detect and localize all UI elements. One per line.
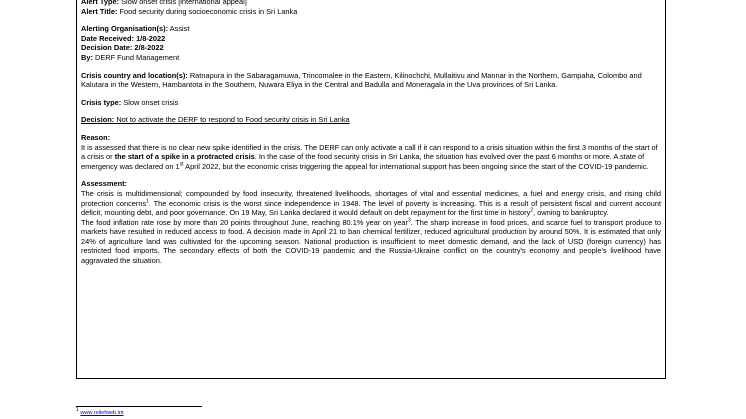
alerting-org-value: Assist [169,24,190,34]
assessment-p1-a: The crisis is multidimensional; compounded by food insecurity, threatened livelihoods, shortages of vital and essential medicines, a fuel and energy crisis, and rising child protection concerns [81,188,661,208]
assessment-paragraph-2 [81,218,661,266]
assessment-p1-c: , owning to bankruptcy. [533,208,609,218]
crisis-type-label: Crisis type: [81,97,122,107]
assessment-paragraph-1 [81,189,661,218]
decision-by-line [81,53,661,63]
decision-date-line [81,43,661,53]
reason-paragraph [81,143,661,172]
alert-type-line [81,0,661,7]
date-received-value: 1/8-2022 [136,33,166,43]
alert-title-value: Food security during socioeconomic crisis in Sri Lanka [119,6,298,16]
crisis-location-label: Crisis country and location(s): [81,70,188,80]
alerting-org-label: Alerting Organisation(s): [81,24,169,34]
alert-title-line [81,7,661,17]
footnote-ref-2: 2 [530,207,534,214]
crisis-location-value: Ratnapura in the Sabaragamuwa, Trincomalee in the Eastern, Kilinochchi, Mullaitivu and Mannar in the Northern, Gampaha, Colombo and Kalutara in the Western, Hambantota in the Southern, Nuwara Eliya in the Central and Badulla and Moneragala in the Uva provinces of Sri Lanka. [81,70,642,90]
alert-document [81,0,661,266]
alert-type-label: Alert Type: [81,0,120,6]
decision-date-value: 2/8-2022 [134,43,164,53]
footnote-ref-3: 3 [408,217,411,224]
reason-text-bold: the start of a spike in a protracted crisis [114,152,255,162]
decision-label: Decision: [81,115,115,125]
footnote-ref-1: 1 [146,198,149,205]
reason-sup: st [179,161,184,168]
footnote-number: 1 [76,407,79,414]
assessment-p2-b: . The sharp increase in food prices, and scarce fuel to transport produce to markets have resulted in reduced access to food. A decision made in April 21 to ban chemical fertilizer, reduced agricultural production by around 50%. It is estimated that only 24% of agriculture land was cultivated for the upcoming season. National production is insufficient to meet domestic demand, and the lack of USD (foreign currency) has restricted food imports. The secondary effects of both the COVID-19 pandemic and the Russia-Ukraine conflict on the country's economy and people's livelihood have aggravated the situation. [81,217,661,266]
alert-title-label: Alert Title: [81,6,118,16]
date-received-label: Date Received: [81,33,134,43]
decision-value: Not to activate the DERF to respond to Food security crisis in Sri Lanka [116,115,350,125]
assessment-p2-a: The food inflation rate rose by more than 20 points throughout June, reaching 80.1% year on year [81,217,408,227]
crisis-location-paragraph [81,71,661,90]
footnote-divider [76,406,202,407]
footnote-link[interactable]: www.reliefweb.int [80,410,124,416]
decision-by-label: By: [81,52,93,62]
alert-box [76,0,666,379]
date-received-line [81,34,661,44]
reason-text-b: . In the case of the food security crisis in Sri Lanka, the situation has evolved over the past 6 months or more. A state of emergency was declared on 1 [81,152,645,171]
reason-text-c: April 2022, but the economic crisis triggering the appeal for international support has been ongoing since the start of the COVID-19 pandemic. [183,161,649,171]
crisis-type-value: Slow onset crisis [123,97,179,107]
alerting-org-line [81,24,661,34]
footnote [76,407,124,417]
assessment-heading: Assessment: [81,179,128,189]
reason-heading: Reason: [81,132,111,142]
assessment-p1-b: . The economic crisis is the worst since independence in 1948. The level of poverty is increasing. This is a result of persistent fiscal and current account deficit, mounting debt, and poor governance. On 19 May, Sri Lanka declared it would default on debt repayment for the first time in history [81,198,661,218]
crisis-type-line [81,98,661,108]
alert-type-value: Slow onset crisis [international appeal] [121,0,247,6]
decision-line [81,115,661,125]
decision-date-label: Decision Date: [81,43,133,53]
reason-text-a: It is assessed that there is no clear new spike identified in the crisis. The DERF can only activate a call if it can respond to a crisis situation within the first 3 months of the start of a crisis or [81,142,658,162]
decision-by-value: DERF Fund Management [94,52,180,62]
